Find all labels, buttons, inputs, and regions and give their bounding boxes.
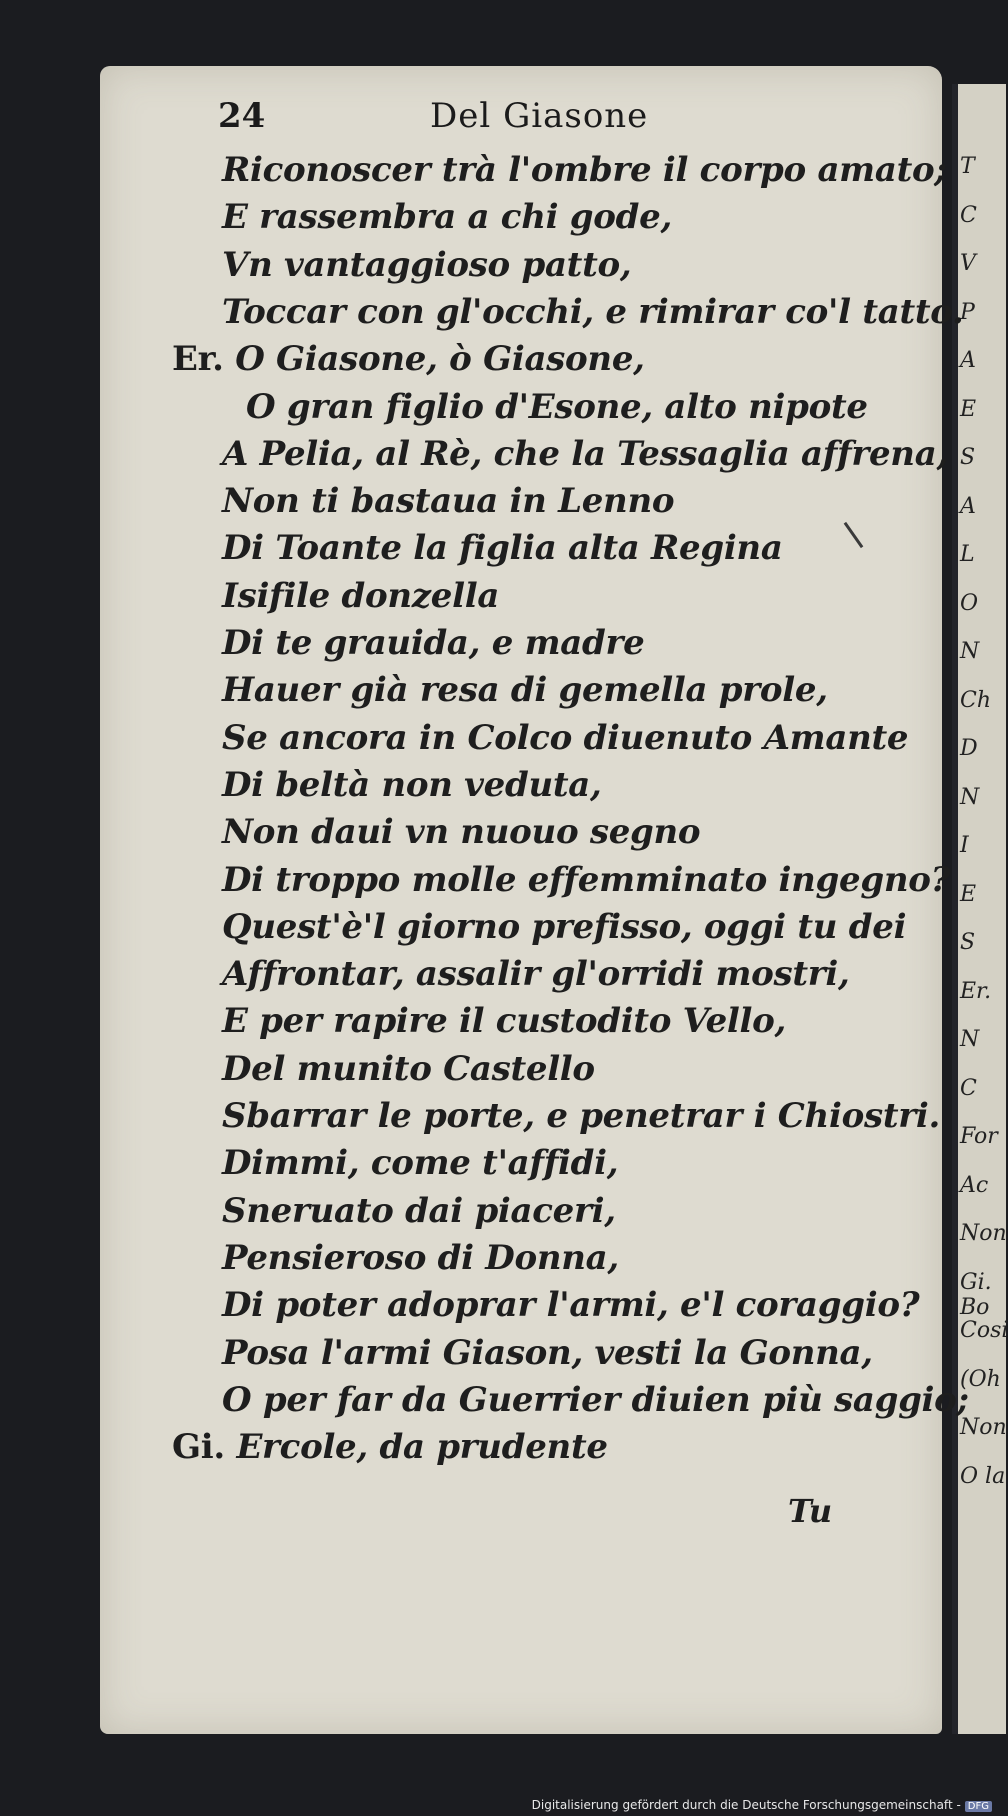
edge-fragment: N bbox=[960, 1027, 980, 1052]
verse-text: Toccar con gl'occhi, e rimirar co'l tatto. bbox=[222, 291, 964, 332]
edge-fragment: Er. bbox=[960, 978, 992, 1004]
edge-fragment: A bbox=[960, 493, 976, 519]
verse-line bbox=[222, 528, 783, 568]
edge-fragment: Ch bbox=[960, 687, 992, 713]
edge-fragment: S bbox=[960, 445, 976, 470]
verse-line bbox=[222, 1238, 619, 1278]
verse-line bbox=[222, 907, 906, 947]
page-number: 24 bbox=[218, 96, 266, 136]
edge-fragment: Non bbox=[960, 1221, 1007, 1246]
edge-fragment: S bbox=[960, 930, 976, 955]
edge-fragment: L bbox=[960, 542, 975, 567]
verse-text: Non daui vn nuouo segno bbox=[222, 812, 701, 853]
verse-text: Posa l'armi Giason, vesti la Gonna, bbox=[222, 1332, 873, 1373]
verse-text: O per far da Guerrier diuien più saggio; bbox=[222, 1379, 969, 1420]
edge-fragment: A bbox=[960, 348, 976, 373]
verse-text: Riconoscer trà l'ombre il corpo amato; bbox=[222, 150, 947, 190]
verse-text: A Pelia, al Rè, che la Tessaglia affrena, bbox=[222, 433, 948, 474]
verse-line bbox=[222, 954, 850, 994]
edge-fragment: N bbox=[960, 784, 980, 810]
verse-line bbox=[222, 245, 631, 285]
edge-fragment: C bbox=[960, 202, 977, 228]
verse-line bbox=[222, 481, 674, 521]
verse-text: Pensieroso di Donna, bbox=[222, 1237, 619, 1278]
edge-fragment: P bbox=[960, 299, 975, 325]
verse-line bbox=[222, 1380, 969, 1420]
edge-fragment: D bbox=[960, 736, 978, 761]
edge-fragment: T bbox=[960, 154, 975, 179]
edge-fragment: For bbox=[960, 1124, 998, 1149]
verse-line bbox=[222, 1049, 595, 1089]
verse-text: Se ancora in Colco diuenuto Amante bbox=[222, 717, 909, 758]
verse-text: Dimmi, come t'affidi, bbox=[222, 1143, 619, 1184]
verse-text: Isifile donzella bbox=[222, 575, 500, 616]
edge-fragment: I bbox=[960, 833, 969, 858]
verse-line bbox=[222, 197, 672, 237]
verse-text: E rassembra a chi gode, bbox=[222, 197, 672, 238]
verse-line bbox=[222, 623, 644, 663]
edge-fragment: O la bbox=[960, 1463, 1006, 1489]
verse-line bbox=[222, 812, 700, 852]
verse-line bbox=[246, 387, 868, 427]
verse-text: Hauer già resa di gemella prole, bbox=[222, 670, 828, 711]
verse-line bbox=[222, 718, 908, 758]
verse-line bbox=[222, 576, 499, 616]
verse-text: Di poter adoprar l'armi, e'l coraggio? bbox=[222, 1285, 920, 1326]
verse-line bbox=[222, 860, 950, 900]
verse-line bbox=[222, 1333, 873, 1373]
edge-fragment: O bbox=[960, 590, 979, 616]
speaker-label: Gi. bbox=[172, 1427, 225, 1468]
footer bbox=[532, 1798, 992, 1812]
verse-text: Di troppo molle effemminato ingegno? bbox=[222, 859, 951, 900]
edge-fragment: Cosi bbox=[960, 1318, 1008, 1343]
verse-text: Non ti bastaua in Lenno bbox=[222, 481, 675, 522]
edge-fragment: Gi. Bo bbox=[960, 1269, 992, 1320]
dfg-logo-icon: DFG bbox=[965, 1801, 992, 1812]
footer-text: Digitalisierung gefördert durch die Deutsche Forschungsgemeinschaft - bbox=[531, 1798, 961, 1812]
verse-line bbox=[222, 765, 602, 805]
edge-fragment: E bbox=[960, 881, 977, 907]
verse-text: O gran figlio d'Esone, alto nipote bbox=[246, 386, 868, 427]
catchword: Tu bbox=[788, 1492, 833, 1530]
verse-text: Del munito Castello bbox=[222, 1048, 595, 1089]
verse-text: Quest'è'l giorno prefisso, oggi tu dei bbox=[222, 906, 907, 947]
verse-text: E per rapire il custodito Vello, bbox=[222, 1001, 787, 1042]
speaker-label: Er. bbox=[172, 339, 224, 380]
edge-fragment: C bbox=[960, 1075, 977, 1101]
verse-text: Vn vantaggioso patto, bbox=[222, 244, 632, 285]
verse-line bbox=[222, 434, 948, 474]
verse-text: Di te grauida, e madre bbox=[222, 623, 645, 663]
edge-fragment: V bbox=[960, 251, 976, 276]
verse-line bbox=[222, 150, 947, 190]
edge-fragment: (Oh bbox=[960, 1366, 1001, 1392]
edge-fragment: Ac bbox=[960, 1172, 989, 1198]
edge-fragment: E bbox=[960, 396, 977, 422]
page-header bbox=[218, 96, 658, 140]
edge-fragment: N bbox=[960, 639, 980, 664]
verse-text: Ercole, da prudente bbox=[236, 1427, 608, 1468]
verse-line bbox=[222, 1001, 786, 1041]
verse-line bbox=[222, 670, 828, 710]
verse-text: O Giasone, ò Giasone, bbox=[235, 339, 645, 380]
verse-line bbox=[222, 292, 964, 332]
verse-text: Sneruato dai piaceri, bbox=[222, 1190, 616, 1231]
verse-line bbox=[172, 339, 645, 379]
verse-text: Di beltà non veduta, bbox=[222, 764, 602, 805]
edge-fragment: Non bbox=[960, 1415, 1007, 1440]
verse-text: Di Toante la figlia alta Regina bbox=[222, 528, 783, 569]
running-head: Del Giasone bbox=[430, 96, 649, 136]
verse-line bbox=[222, 1096, 940, 1136]
verse-line bbox=[222, 1285, 919, 1325]
verse-text: Affrontar, assalir gl'orridi mostri, bbox=[222, 954, 850, 995]
verse-line bbox=[172, 1427, 608, 1467]
verse-text: Sbarrar le porte, e penetrar i Chiostri. bbox=[222, 1096, 940, 1136]
verse-line bbox=[222, 1191, 616, 1231]
verse-line bbox=[222, 1143, 618, 1183]
